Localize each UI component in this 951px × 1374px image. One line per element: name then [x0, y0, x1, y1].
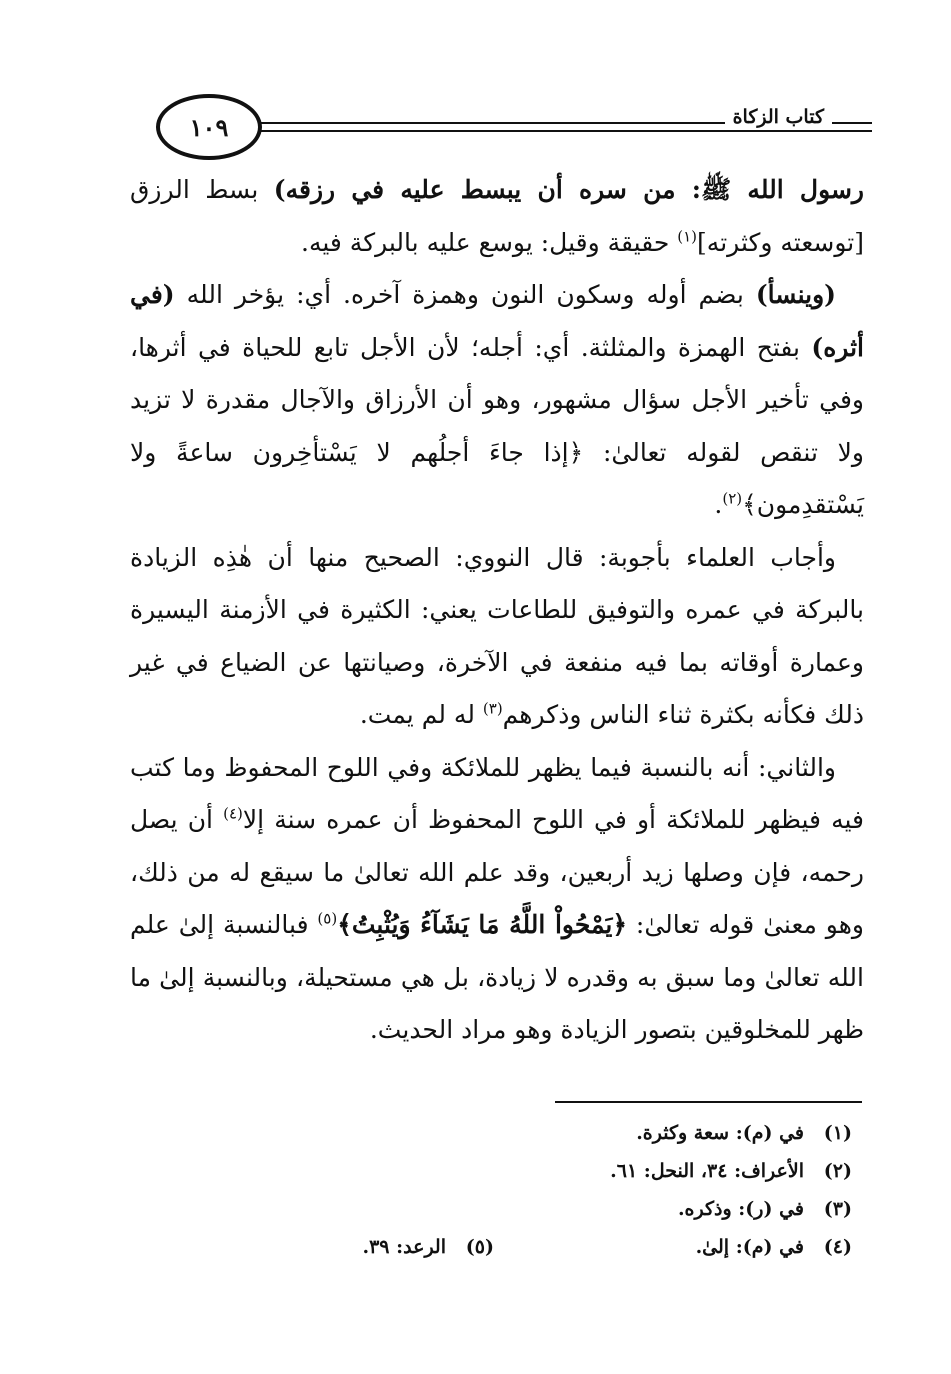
footnote-separator [555, 1101, 862, 1103]
footnote-text: الأعراف: ٣٤، النحل: ٦١. [610, 1160, 804, 1182]
text-run: بسط الرزق [توسعته وكثرته] [130, 175, 864, 257]
book-title: كتاب الزكاة [725, 106, 832, 128]
footnote [130, 1114, 852, 1152]
text-run: حقيقة وقيل: يوسع عليه بالبركة فيه. [301, 227, 678, 257]
footnote-number: (١) [823, 1122, 852, 1144]
footnote-marker: (٥) [317, 909, 338, 928]
footnote-number: (٢) [823, 1160, 852, 1182]
paragraph [130, 269, 864, 532]
text-run: وأجاب العلماء بأجوبة: قال النووي: الصحيح منها أن هٰذِه الزيادة بالبركة في عمره والتوفيق للطاعات يعني: الكثيرة في الأزمنة اليسيرة وعمارة أوقاته بما فيه منفعة في الآخرة، وصيانتها عن الضياع في غير ذلك فكأنه بكثرة ثناء الناس وذكرهم [130, 542, 864, 729]
bold-text: (في أثره) [130, 280, 864, 362]
text-run: فبالنسبة إلىٰ علم الله تعالىٰ وما سبق به وقدره لا زيادة، بل هي مستحيلة، وبالنسبة إلىٰ ما ظهر للمخلوقين بتصور الزيادة وهو مراد الحديث. [130, 910, 864, 1044]
bold-text: (وينسأ) [755, 280, 836, 309]
footnotes [130, 1114, 852, 1266]
footnote-text: في (م): إلىٰ. [695, 1236, 804, 1258]
footnote-marker: (١) [677, 227, 698, 246]
main-text [130, 164, 864, 1057]
footnote-text: في (ر): وذكره. [677, 1198, 804, 1220]
paragraph [130, 164, 864, 269]
footnote-text: الرعد: ٣٩. [362, 1236, 446, 1258]
page-header [128, 92, 872, 162]
text-run: له لم يمت. [359, 700, 483, 729]
footnote-marker: (٣) [482, 699, 503, 718]
footnote-number: (٥) [465, 1236, 494, 1258]
footnote-marker: (٤) [223, 804, 243, 823]
text-run: أن يصل رحمه، فإن وصلها زيد أربعين، وقد علم الله تعالىٰ ما سيقع له من ذلك، وهو معنىٰ قوله تعالىٰ: [130, 805, 864, 939]
bold-text: رسول الله ﷺ: من سره أن يبسط عليه في رزقه) [273, 175, 864, 204]
footnote-number: (٤) [823, 1236, 852, 1258]
paragraph [130, 742, 864, 1057]
text-run: بضم أوله وسكون النون وهمزة آخره. أي: يؤخر الله [174, 280, 756, 309]
footnote-number: (٣) [823, 1198, 852, 1220]
footnote [130, 1152, 852, 1190]
footnote [130, 1228, 852, 1266]
paragraph [130, 532, 864, 742]
text-run: والثاني: أنه بالنسبة فيما يظهر للملائكة وفي اللوح المحفوظ وما كتب فيه فيظهر للملائكة أو في اللوح المحفوظ أن عمره سنة إلا [130, 752, 864, 834]
footnote [130, 1190, 852, 1228]
text-run: . [714, 490, 723, 519]
page-number: ١٠٩ [189, 112, 229, 142]
footnote-marker: (٢) [722, 489, 743, 508]
bold-text: ﴿يَمْحُواْ اللَّهُ مَا يَشَآءُ وَيُثْبِتُ﴾ [337, 910, 628, 939]
footnote-text: في (م): سعة وكثرة. [636, 1122, 804, 1144]
text-run: بفتح الهمزة والمثلثة. أي: أجله؛ لأن الأجل تابع للحياة في أثرها، وفي تأخير الأجل سؤال مشهور، وهو أن الأرزاق والآجال مقدرة لا تزيد ولا تنقص لقوله تعالىٰ: ﴿إذا جاءَ أجلُهم لا يَسْتأخِرون ساعةً ولا يَسْتقدِمون﴾ [130, 332, 864, 519]
page-number-badge [156, 94, 262, 160]
header-rule [228, 130, 872, 132]
